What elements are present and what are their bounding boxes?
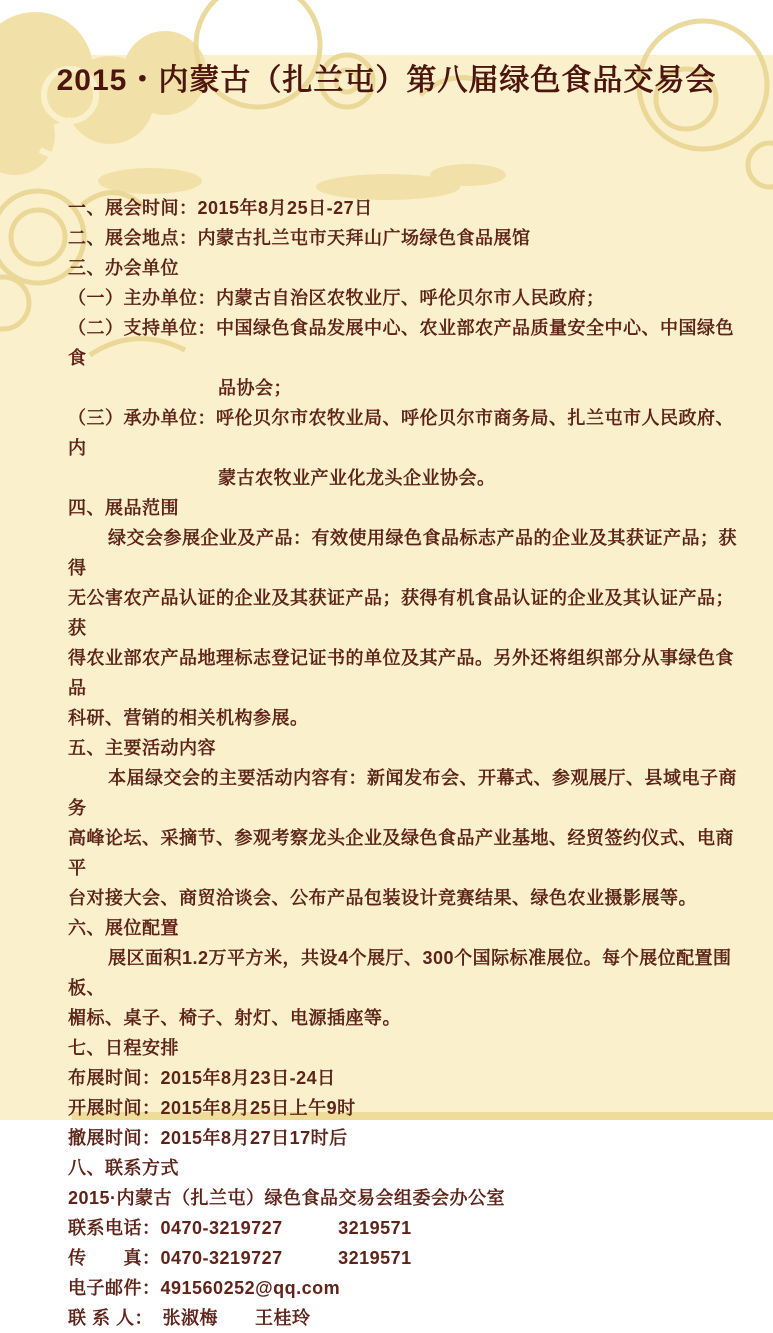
line-contact-persons: 联 系 人： 张淑梅 王桂玲	[68, 1308, 311, 1328]
line-activities-2: 高峰论坛、采摘节、参观考察龙头企业及绿色食品产业基地、经贸签约仪式、电商平	[68, 828, 734, 878]
line-exhibition-place: 二、展会地点：内蒙古扎兰屯市天拜山广场绿色食品展馆	[68, 228, 531, 248]
notice-body	[68, 193, 743, 1333]
line-host-unit: （一）主办单位：内蒙古自治区农牧业厅、呼伦贝尔市人民政府；	[68, 288, 605, 308]
line-section-schedule: 七、日程安排	[68, 1038, 179, 1058]
line-support-unit-wrap: 品协会；	[218, 378, 292, 398]
page-title: 2015・内蒙古（扎兰屯）第八届绿色食品交易会	[56, 64, 717, 97]
line-activities-3: 台对接大会、商贸洽谈会、公布产品包装设计竞赛结果、绿色农业摄影展等。	[68, 888, 697, 908]
line-scope-3: 得农业部农产品地理标志登记证书的单位及其产品。另外还将组织部分从事绿色食品	[68, 648, 734, 698]
line-scope-4: 科研、营销的相关机构参展。	[68, 708, 309, 728]
line-booth-2: 楣标、桌子、椅子、射灯、电源插座等。	[68, 1008, 401, 1028]
line-email: 电子邮件：491560252@qq.com	[68, 1278, 341, 1298]
line-booth-1: 展区面积1.2万平方米，共设4个展厅、300个国际标准展位。每个展位配置围板、	[68, 948, 732, 998]
line-scope-1: 绿交会参展企业及产品：有效使用绿色食品标志产品的企业及其获证产品；获得	[68, 528, 737, 578]
line-undertake-unit-wrap: 蒙古农牧业产业化龙头企业协会。	[218, 468, 496, 488]
line-section-exhibit-scope: 四、展品范围	[68, 498, 179, 518]
line-section-activities: 五、主要活动内容	[68, 738, 216, 758]
line-phone: 联系电话：0470-3219727 3219571	[68, 1218, 412, 1238]
line-section-booth: 六、展位配置	[68, 918, 179, 938]
line-undertake-unit: （三）承办单位：呼伦贝尔市农牧业局、呼伦贝尔市商务局、扎兰屯市人民政府、内	[68, 408, 734, 458]
line-committee-office: 2015·内蒙古（扎兰屯）绿色食品交易会组委会办公室	[68, 1188, 506, 1208]
line-fax: 传 真：0470-3219727 3219571	[68, 1248, 412, 1268]
line-setup-time: 布展时间：2015年8月23日-24日	[68, 1068, 336, 1088]
line-teardown-time: 撤展时间：2015年8月27日17时后	[68, 1128, 348, 1148]
line-section-contact: 八、联系方式	[68, 1158, 179, 1178]
line-open-time: 开展时间：2015年8月25日上午9时	[68, 1098, 356, 1118]
line-activities-1: 本届绿交会的主要活动内容有：新闻发布会、开幕式、参观展厅、县域电子商务	[68, 768, 737, 818]
flyer-page	[0, 55, 773, 1328]
line-scope-2: 无公害农产品认证的企业及其获证产品；获得有机食品认证的企业及其认证产品；获	[68, 588, 734, 638]
line-exhibition-time: 一、展会时间：2015年8月25日-27日	[68, 198, 373, 218]
line-section-organizers: 三、办会单位	[68, 258, 179, 278]
line-support-unit: （二）支持单位：中国绿色食品发展中心、农业部农产品质量安全中心、中国绿色食	[68, 318, 734, 368]
